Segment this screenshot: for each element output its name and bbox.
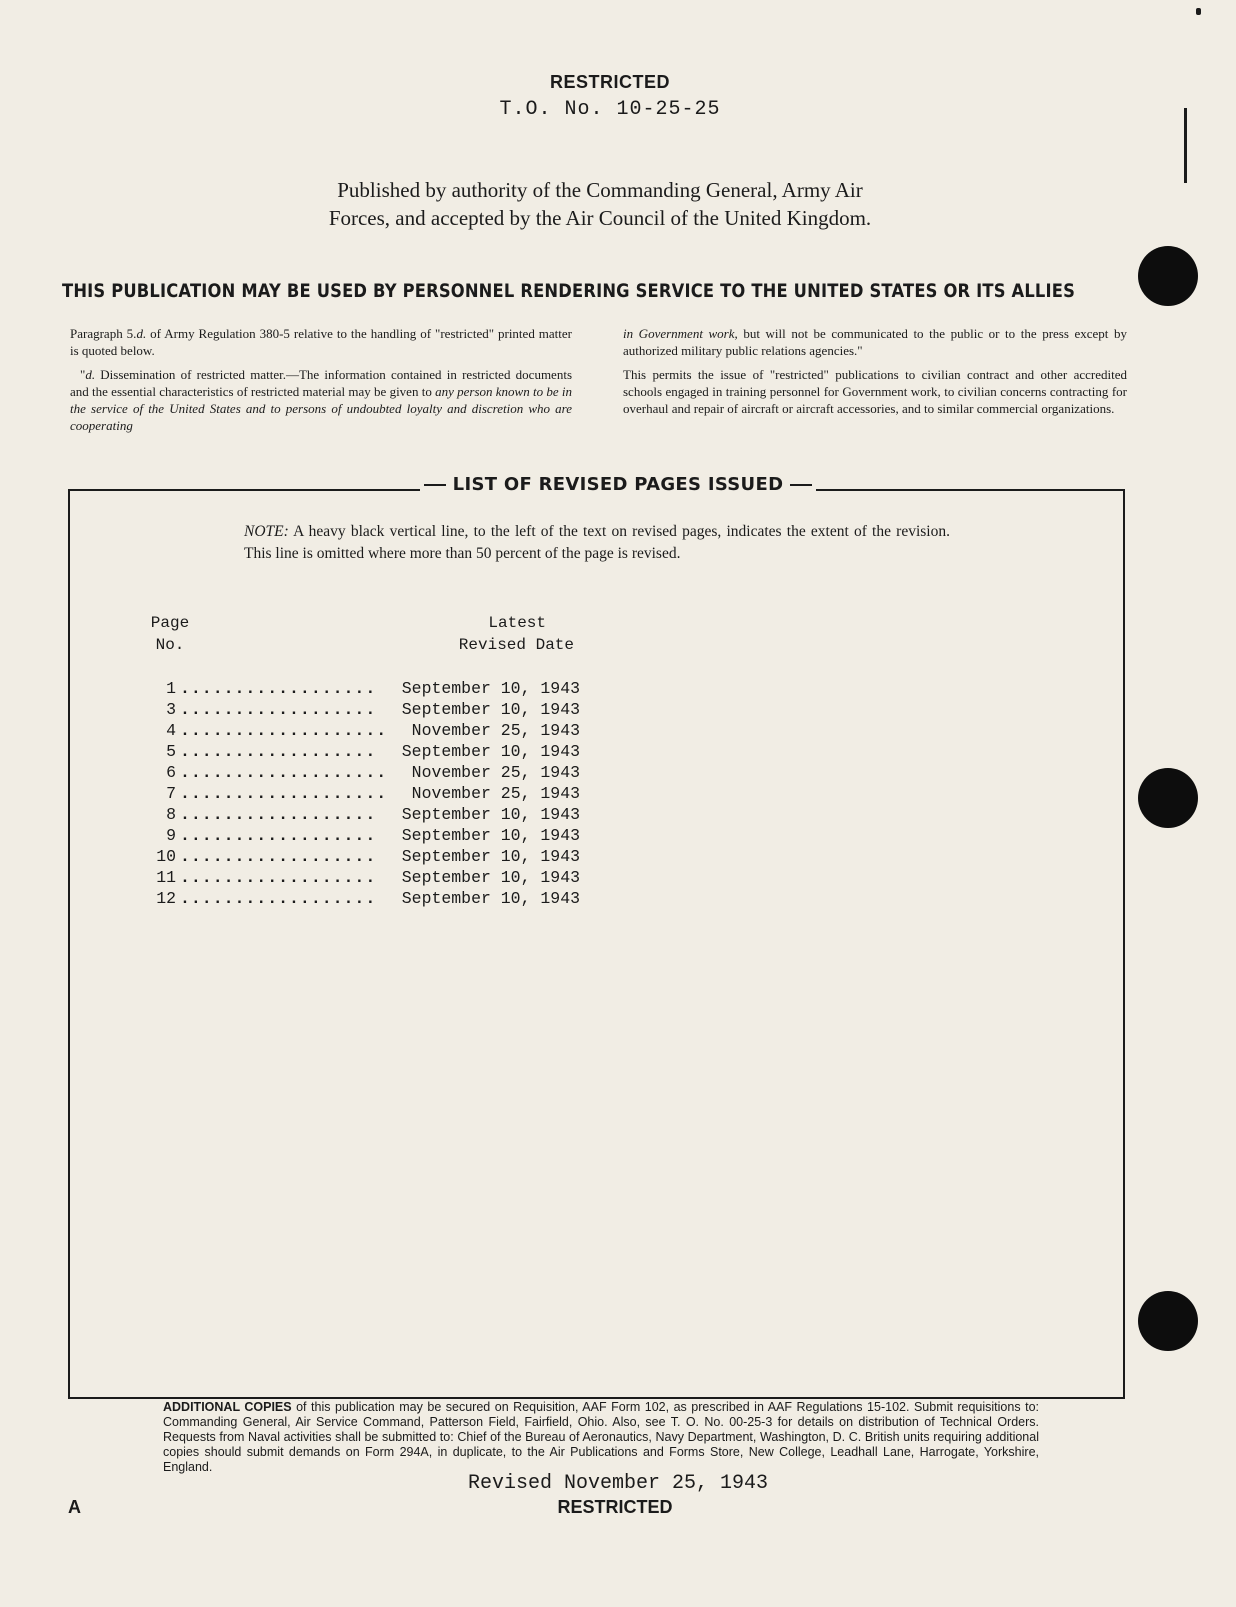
technical-order-number: T.O. No. 10-25-25 xyxy=(499,98,721,121)
revised-page-row xyxy=(140,804,580,825)
page-number: 3 xyxy=(166,700,176,719)
column-header-page: Page No. xyxy=(150,614,190,654)
leader-dots: .................. xyxy=(180,889,377,908)
revision-note xyxy=(244,521,950,565)
revised-date: September 10, 1943 xyxy=(401,889,580,908)
revised-date: September 10, 1943 xyxy=(401,700,580,719)
page-number: 4 xyxy=(166,721,176,740)
page-number: 7 xyxy=(166,784,176,803)
leader-dots: .................. xyxy=(180,847,377,866)
authority-line-2: Forces, and accepted by the Air Council of the United Kingdom. xyxy=(328,206,872,230)
note-text: A heavy black vertical line, to the left of the text on revised pages, indicates the extent of the revision. This line is omitted where more than 50 percent of the page is revised. xyxy=(244,523,950,562)
revised-date: September 10, 1943 xyxy=(401,805,580,824)
margin-line-mark xyxy=(1184,108,1187,183)
leader-dots: .................. xyxy=(180,679,377,698)
page-number: 8 xyxy=(166,805,176,824)
revised-page-row xyxy=(140,741,580,762)
leader-dots: .................. xyxy=(180,805,377,824)
revised-date: November 25, 1943 xyxy=(411,784,580,803)
margin-speck xyxy=(1196,8,1201,15)
additional-copies-note: ADDITIONAL COPIES of this publication may be secured on Requisition, AAF Form 102, as prescribed in AAF Regulations 15-102. Submit requisitions to: Commanding General, Air Service Command, Patterson Field, Fairfield, Ohio. Also, see T. O. No. 00-25-3 for details on distribution of Technical Orders. Requests from Naval activities shall be submitted to: Chief of the Bureau of Aeronautics, Navy Department, Washington, D. C. British units requiring additional copies should submit demands on Form 294A, in duplicate, to the Air Publications and Forms Store, New College, Leadhall Lane, Harrogate, Yorkshire, England. xyxy=(163,1400,1039,1474)
page-number: 5 xyxy=(166,742,176,761)
binder-hole-bottom xyxy=(1138,1291,1198,1351)
regulation-left-column xyxy=(70,325,572,441)
page-number: 6 xyxy=(166,763,176,782)
footer-classification: RESTRICTED xyxy=(557,1497,673,1517)
header-classification: RESTRICTED xyxy=(549,72,670,92)
revised-date: September 10, 1943 xyxy=(401,742,580,761)
binder-hole-middle xyxy=(1138,768,1198,828)
binder-hole-top xyxy=(1138,246,1198,306)
regulation-right-column xyxy=(623,325,1127,424)
revised-page-row xyxy=(140,678,580,699)
page-number: 9 xyxy=(166,826,176,845)
revised-page-row xyxy=(140,867,580,888)
leader-dots: ................... xyxy=(180,721,388,740)
revised-date: September 10, 1943 xyxy=(401,679,580,698)
revised-page-row xyxy=(140,846,580,867)
page-number: 11 xyxy=(156,868,176,887)
revised-date: September 10, 1943 xyxy=(401,868,580,887)
publication-authority xyxy=(250,176,950,232)
revised-pages-box xyxy=(68,489,1125,1399)
revised-pages-title: LIST OF REVISED PAGES ISSUED xyxy=(0,474,1236,495)
leader-dots: ................... xyxy=(180,784,388,803)
revised-date: September 10, 1943 xyxy=(401,826,580,845)
revised-date: November 25, 1943 xyxy=(411,721,580,740)
page-number: 12 xyxy=(156,889,176,908)
revised-date: September 10, 1943 xyxy=(401,847,580,866)
leader-dots: .................. xyxy=(180,826,377,845)
revised-page-row xyxy=(140,888,580,909)
page-letter: A xyxy=(68,1497,81,1517)
regulation-permission: This permits the issue of "restricted" publications to civilian contract and other accredited schools engaged in training personnel for Government work, to civilian concerns contracting for overhaul and repair of aircraft or aircraft accessories, and to similar commercial organizations. xyxy=(623,367,1127,416)
regulation-paragraph: Paragraph 5.d. of Army Regulation 380-5 relative to the handling of "restricted" printed matter is quoted below. xyxy=(70,326,572,358)
page-number: 10 xyxy=(156,847,176,866)
column-header-date: Latest Revised Date xyxy=(458,614,574,654)
revised-page-row xyxy=(140,720,580,741)
regulation-quote-continued: in Government work, but will not be communicated to the public or to the press except by authorized military public relations agencies." xyxy=(623,326,1127,358)
note-label: NOTE: xyxy=(244,523,289,540)
revised-page-row xyxy=(140,699,580,720)
usage-banner: THIS PUBLICATION MAY BE USED BY PERSONNEL RENDERING SERVICE TO THE UNITED STATES OR ITS ALLIES xyxy=(62,280,1076,302)
authority-line-1: Published by authority of the Commanding General, Army Air xyxy=(337,178,863,202)
revised-page-row xyxy=(140,783,580,804)
page-number: 1 xyxy=(166,679,176,698)
revision-date: Revised November 25, 1943 xyxy=(467,1472,769,1495)
regulation-quote: "d. Dissemination of restricted matter.—The information contained in restricted documents and the essential characteristics of restricted material may be given to any person known to be in the service of the United States and to persons of undoubted loyalty and discretion who are cooperating xyxy=(70,367,573,433)
leader-dots: ................... xyxy=(180,763,388,782)
revised-page-row xyxy=(140,825,580,846)
revised-date: November 25, 1943 xyxy=(411,763,580,782)
leader-dots: .................. xyxy=(180,868,377,887)
revised-page-row xyxy=(140,762,580,783)
revised-pages-list xyxy=(140,678,580,909)
leader-dots: .................. xyxy=(180,742,377,761)
leader-dots: .................. xyxy=(180,700,377,719)
